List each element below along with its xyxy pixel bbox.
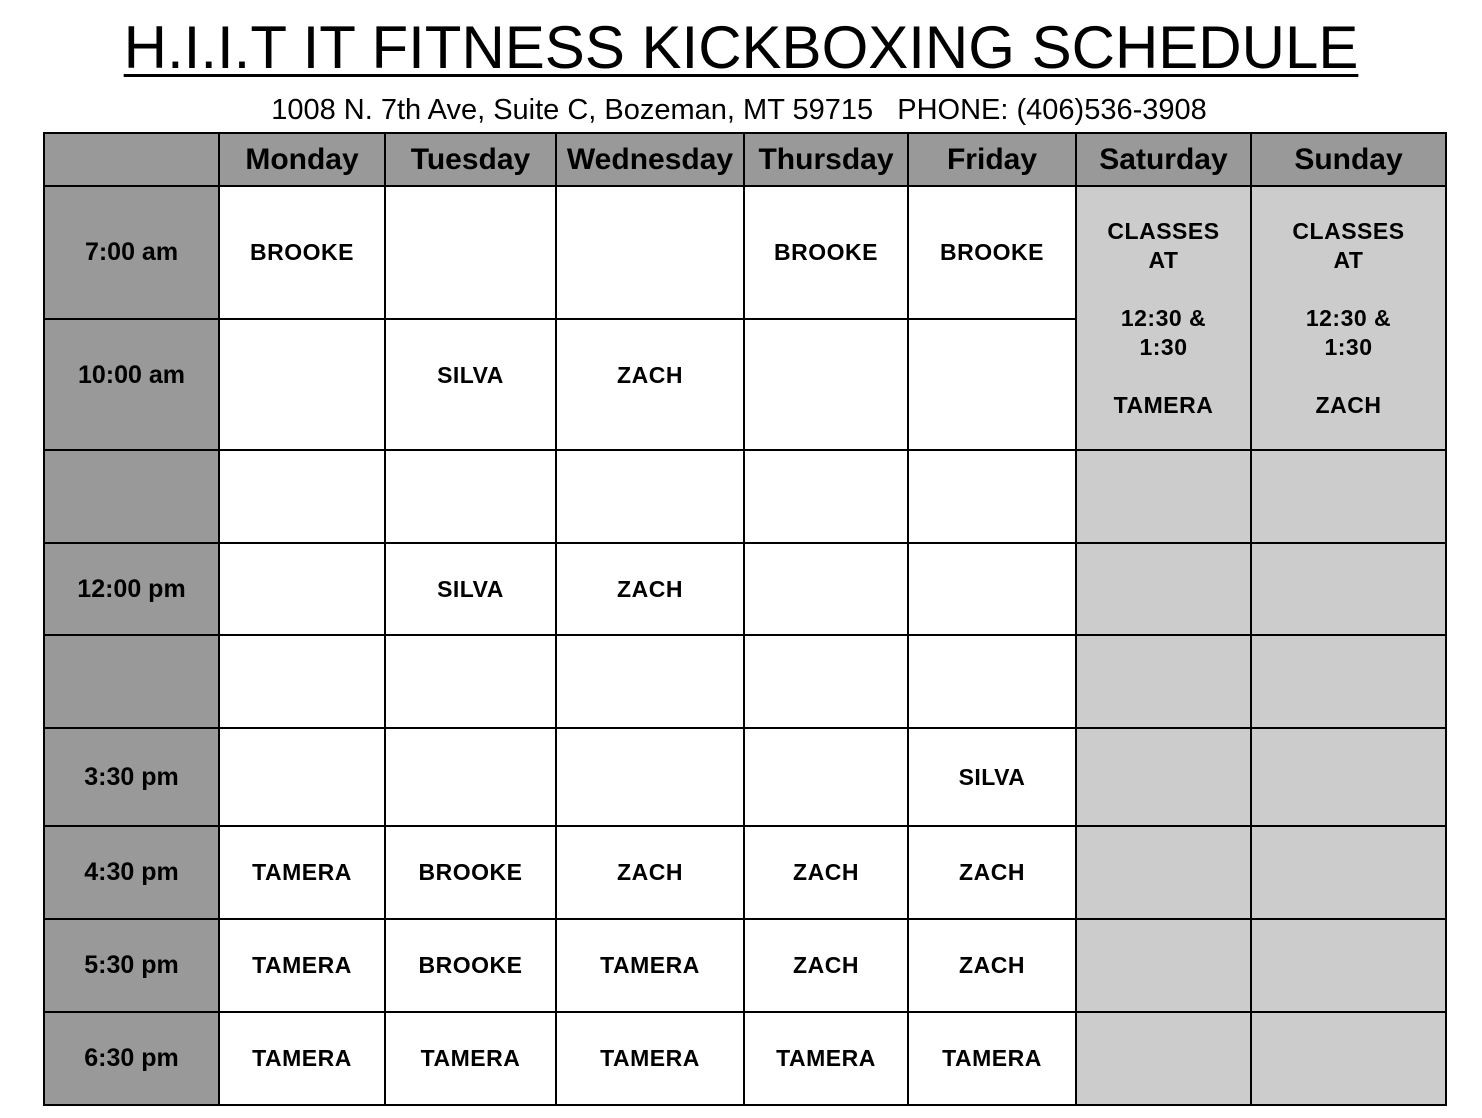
- class-cell-friday: [908, 450, 1076, 543]
- sunday-empty-cell: [1251, 1012, 1446, 1105]
- class-cell-thursday: [744, 635, 908, 728]
- note-line: ZACH: [1315, 391, 1382, 418]
- class-cell-thursday: BROOKE: [744, 186, 908, 319]
- page-title: H.I.I.T IT FITNESS KICKBOXING SCHEDULE: [123, 14, 1359, 81]
- address-phone-line: 1008 N. 7th Ave, Suite C, Bozeman, MT 59715 PHONE: (406)536-3908: [271, 94, 1207, 126]
- note-line: 12:30 &: [1120, 304, 1207, 331]
- class-cell-wednesday: [556, 635, 744, 728]
- class-cell-monday: [219, 543, 385, 635]
- corner-cell: [44, 133, 219, 186]
- sunday-empty-cell: [1251, 635, 1446, 728]
- class-cell-friday: [908, 319, 1076, 450]
- day-header-saturday: Saturday: [1076, 133, 1251, 186]
- time-label: [44, 319, 219, 450]
- class-cell-wednesday: ZACH: [556, 826, 744, 919]
- time-label-text: 10:00 am: [77, 361, 186, 389]
- class-cell-monday: [219, 319, 385, 450]
- class-cell-thursday: [744, 319, 908, 450]
- schedule-table: [43, 132, 1447, 1106]
- saturday-empty-cell: [1076, 728, 1251, 826]
- note-spacer: [1252, 362, 1445, 391]
- class-cell-monday: [219, 728, 385, 826]
- schedule-row-330pm: [44, 728, 1446, 826]
- class-cell-monday: BROOKE: [219, 186, 385, 319]
- class-cell-tuesday: [385, 728, 556, 826]
- class-cell-tuesday: TAMERA: [385, 1012, 556, 1105]
- time-label: [44, 635, 219, 728]
- saturday-empty-cell: [1076, 543, 1251, 635]
- note-line: CLASSES: [1292, 217, 1405, 244]
- class-cell-monday: TAMERA: [219, 1012, 385, 1105]
- time-label: 4:30 pm: [44, 826, 219, 919]
- class-cell-friday: [908, 543, 1076, 635]
- sunday-empty-cell: [1251, 728, 1446, 826]
- note-line: AT: [1148, 246, 1179, 273]
- schedule-row-630pm: [44, 1012, 1446, 1105]
- note-line: TAMERA: [1113, 391, 1214, 418]
- class-cell-wednesday: TAMERA: [556, 919, 744, 1012]
- time-label: 12:00 pm: [44, 543, 219, 635]
- day-header-thursday: Thursday: [744, 133, 908, 186]
- class-cell-tuesday: [385, 319, 556, 450]
- time-label: 7:00 am: [44, 186, 219, 319]
- saturday-empty-cell: [1076, 919, 1251, 1012]
- class-cell-monday: [219, 635, 385, 728]
- class-cell-thursday: [744, 450, 908, 543]
- schedule-row-12pm: [44, 543, 1446, 635]
- day-header-tuesday: Tuesday: [385, 133, 556, 186]
- class-cell-tuesday: SILVA: [385, 543, 556, 635]
- class-name: SILVA: [437, 362, 504, 388]
- class-cell-thursday: ZACH: [744, 826, 908, 919]
- class-cell-friday: [908, 635, 1076, 728]
- sunday-empty-cell: [1251, 543, 1446, 635]
- time-label: [44, 450, 219, 543]
- header-row: [44, 133, 1446, 186]
- class-cell-tuesday: [385, 450, 556, 543]
- day-header-monday: Monday: [219, 133, 385, 186]
- note-line: 1:30: [1324, 333, 1373, 360]
- class-cell-wednesday: TAMERA: [556, 1012, 744, 1105]
- class-cell-wednesday: [556, 450, 744, 543]
- note-spacer: [1077, 362, 1250, 391]
- note-spacer: [1077, 275, 1250, 304]
- class-cell-thursday: [744, 543, 908, 635]
- saturday-empty-cell: [1076, 635, 1251, 728]
- class-cell-tuesday: BROOKE: [385, 826, 556, 919]
- saturday-empty-cell: [1076, 826, 1251, 919]
- saturday-empty-cell: [1076, 450, 1251, 543]
- class-name: ZACH: [617, 362, 683, 388]
- note-line: 1:30: [1139, 333, 1188, 360]
- class-cell-tuesday: [385, 186, 556, 319]
- class-cell-tuesday: [385, 635, 556, 728]
- note-spacer: [1252, 275, 1445, 304]
- day-header-wednesday: Wednesday: [556, 133, 744, 186]
- class-cell-friday: ZACH: [908, 826, 1076, 919]
- class-cell-wednesday: ZACH: [556, 543, 744, 635]
- day-header-friday: Friday: [908, 133, 1076, 186]
- class-cell-thursday: [744, 728, 908, 826]
- class-cell-tuesday: BROOKE: [385, 919, 556, 1012]
- sunday-empty-cell: [1251, 450, 1446, 543]
- class-cell-thursday: ZACH: [744, 919, 908, 1012]
- sunday-classes-note: [1251, 186, 1446, 450]
- class-cell-wednesday: [556, 186, 744, 319]
- time-label: 6:30 pm: [44, 1012, 219, 1105]
- note-line: 12:30 &: [1305, 304, 1392, 331]
- class-cell-friday: TAMERA: [908, 1012, 1076, 1105]
- schedule-row-430pm: [44, 826, 1446, 919]
- class-cell-friday: BROOKE: [908, 186, 1076, 319]
- class-cell-friday: SILVA: [908, 728, 1076, 826]
- class-cell-monday: TAMERA: [219, 919, 385, 1012]
- sunday-empty-cell: [1251, 919, 1446, 1012]
- class-cell-monday: TAMERA: [219, 826, 385, 919]
- schedule-row-7am: [44, 186, 1446, 319]
- class-cell-monday: [219, 450, 385, 543]
- class-cell-friday: ZACH: [908, 919, 1076, 1012]
- note-line: AT: [1333, 246, 1364, 273]
- saturday-classes-note: [1076, 186, 1251, 450]
- schedule-row-530pm: [44, 919, 1446, 1012]
- class-cell-wednesday: [556, 319, 744, 450]
- class-cell-thursday: TAMERA: [744, 1012, 908, 1105]
- saturday-empty-cell: [1076, 1012, 1251, 1105]
- sunday-empty-cell: [1251, 826, 1446, 919]
- schedule-row-blank: [44, 635, 1446, 728]
- day-header-sunday: Sunday: [1251, 133, 1446, 186]
- time-label: 3:30 pm: [44, 728, 219, 826]
- schedule-row-blank: [44, 450, 1446, 543]
- time-label: 5:30 pm: [44, 919, 219, 1012]
- note-line: CLASSES: [1107, 217, 1220, 244]
- class-cell-wednesday: [556, 728, 744, 826]
